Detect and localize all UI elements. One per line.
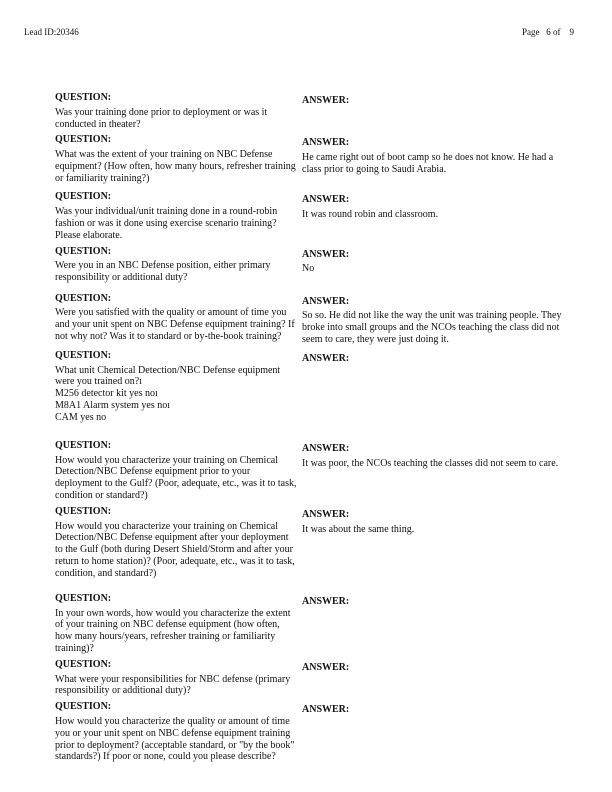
question-text: How would you characterize your training on Chemical Detection/NBC Defense equipment prior to your deployment to the Gulf? (Poor, adequate, etc., was it to task, condition or standard?) (55, 454, 297, 501)
question-text: Was your individual/unit training done in a round-robin fashion or was it done using exercise scenario training? Please elaborate. (55, 206, 278, 241)
qa-row (55, 246, 570, 293)
question-label: QUESTION: (55, 134, 112, 146)
answer-label: ANSWER: (302, 95, 350, 106)
question-label: QUESTION: (55, 92, 112, 103)
question-text: Was your training done prior to deployment or was it conducted in theater? (55, 106, 268, 130)
question-label: QUESTION: (55, 292, 112, 304)
answer-block (302, 701, 567, 719)
qa-row (55, 440, 570, 506)
question-text: How would you characterize your training on Chemical Detection/NBC Defense equipment after your deployment to the Gulf (both during Desert Shield/Storm and after your return to home station)? (Poor, adequate, etc., was it to task, condition, and standard?) (55, 520, 295, 579)
answer-block (302, 659, 567, 677)
question-label: QUESTION: (55, 439, 112, 451)
qa-list (55, 92, 570, 767)
answer-text: It was round robin and classroom. (302, 209, 439, 221)
question-text: Were you satisfied with the quality or amount of time you and your unit spent on NBC Defense equipment training? If not why not? Was it to standard or by-the-book training? (55, 307, 295, 342)
answer-text: He came right out of boot camp so he does not know. He had a class prior to going to Saudi Arabia. (302, 152, 554, 175)
page-number: Page 6 of 9 (522, 27, 574, 37)
answer-label: ANSWER: (302, 248, 350, 260)
answer-block (302, 191, 567, 221)
question-text: Were you in an NBC Defense position, either primary responsibility or additional duty? (55, 260, 271, 284)
answer-block (302, 440, 567, 470)
qa-row (55, 659, 570, 701)
question-label: QUESTION: (55, 658, 112, 670)
answer-block (302, 506, 567, 536)
answer-label: ANSWER: (302, 442, 350, 454)
answer-block (302, 350, 567, 368)
answer-block (302, 593, 567, 611)
question-block (55, 134, 298, 184)
question-block (55, 440, 298, 502)
answer-label: ANSWER: (302, 508, 350, 520)
qa-row (55, 191, 570, 245)
answer-label: ANSWER: (302, 137, 350, 149)
question-label: QUESTION: (55, 349, 112, 361)
qa-row (55, 593, 570, 659)
question-block (55, 659, 298, 697)
question-text: What was the extent of your training on NBC Defense equipment? (How often, how many hours, refresher training or familiarity training?) (55, 149, 296, 184)
question-label: QUESTION: (55, 505, 112, 517)
question-block (55, 246, 298, 284)
answer-block (302, 92, 567, 110)
answer-label: ANSWER: (302, 704, 350, 716)
question-block (55, 701, 298, 763)
question-block (55, 293, 298, 343)
answer-text: No (302, 263, 315, 275)
question-text: What unit Chemical Detection/NBC Defense equipment were you trained on?ı M256 detector kit yes noı M8A1 Alarm system yes noı CAM yes no (55, 364, 281, 423)
qa-row (55, 350, 570, 440)
question-label: QUESTION: (55, 245, 112, 257)
qa-row (55, 701, 570, 767)
question-block (55, 191, 298, 241)
answer-block (302, 293, 567, 346)
question-block (55, 506, 298, 580)
answer-text: It was poor, the NCOs teaching the classes did not seem to care. (302, 457, 559, 469)
qa-row (55, 92, 570, 134)
qa-row (55, 134, 570, 191)
question-text: In your own words, how would you characterize the extent of your training on NBC defense equipment (how often, how many hours/years, refresher training or familiarity training)? (55, 607, 291, 654)
question-block (55, 92, 298, 130)
qa-row (55, 506, 570, 593)
question-label: QUESTION: (55, 191, 112, 203)
answer-block (302, 134, 567, 175)
lead-id: Lead ID:20346 (24, 27, 79, 37)
question-block (55, 593, 298, 655)
answer-text: So so. He did not like the way the unit was training people. They broke into small groups and the NCOs teaching the class did not seem to care, they were just doing it. (302, 310, 562, 345)
question-block (55, 350, 298, 424)
answer-label: ANSWER: (302, 595, 350, 607)
answer-label: ANSWER: (302, 352, 350, 364)
question-text: What were your responsibilities for NBC defense (primary responsibility or additional duty)? (55, 673, 291, 697)
qa-row (55, 293, 570, 350)
answer-label: ANSWER: (302, 295, 350, 307)
answer-label: ANSWER: (302, 194, 350, 206)
answer-text: It was about the same thing. (302, 523, 415, 535)
question-label: QUESTION: (55, 592, 112, 604)
question-label: QUESTION: (55, 701, 112, 713)
answer-block (302, 246, 567, 276)
answer-label: ANSWER: (302, 661, 350, 673)
question-text: How would you characterize the quality or amount of time you or your unit spent on NBC defense equipment training prior to deployment? (acceptable standard, or "by the book" standards?) If poor or none, could you please describe? (55, 715, 295, 763)
